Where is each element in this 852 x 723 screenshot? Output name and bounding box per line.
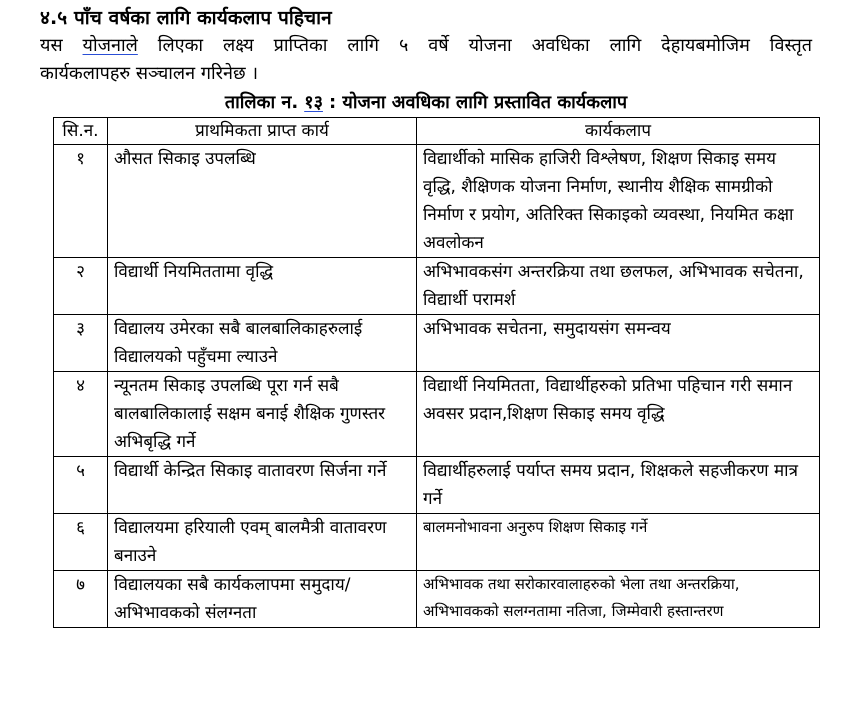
caption-title: : योजना अवधिका लागि प्रस्तावित कार्यकलाप — [328, 92, 628, 113]
intro-word: वर्षे — [428, 35, 449, 56]
row-serial: ४ — [54, 372, 108, 457]
row-activities: विद्यार्थीहरुलाई पर्याप्त समय प्रदान, शिक्षकले सहजीकरण मात्र गर्ने — [417, 457, 820, 514]
table-row — [54, 372, 820, 457]
intro-line-1 — [40, 32, 812, 60]
table-row — [54, 514, 820, 571]
caption-prefix: तालिका न. — [224, 92, 299, 113]
table-row — [54, 258, 820, 315]
table-row — [54, 145, 820, 258]
caption-number: १३ — [304, 92, 323, 113]
table-header-row — [54, 118, 820, 145]
row-priority: औसत सिकाइ उपलब्धि — [108, 145, 417, 258]
table-caption — [0, 90, 852, 114]
intro-word: लिएका — [157, 35, 204, 56]
row-priority: न्यूनतम सिकाइ उपलब्धि पूरा गर्न सबै बालबालिकालाई सक्षम बनाई शैक्षिक गुणस्तर अभिबृद्धि गर्ने — [108, 372, 417, 457]
intro-word: प्राप्तिका — [273, 35, 328, 56]
row-serial: ५ — [54, 457, 108, 514]
activities-table — [53, 117, 820, 628]
intro-word: ५ — [398, 35, 409, 56]
row-priority: विद्यार्थी नियमिततामा वृद्धि — [108, 258, 417, 315]
header-serial: सि.न. — [54, 118, 108, 145]
intro-word: देहायबमोजिम — [661, 35, 750, 56]
intro-paragraph — [40, 32, 812, 88]
row-activities: अभिभावक सचेतना, समुदायसंग समन्वय — [417, 315, 820, 372]
header-activities: कार्यकलाप — [417, 118, 820, 145]
intro-word: विस्तृत — [769, 35, 812, 56]
section-heading: ४.५ पाँच वर्षका लागि कार्यकलाप पहिचान — [40, 7, 332, 29]
row-serial: ७ — [54, 571, 108, 628]
row-activities: अभिभावक तथा सरोकारवालाहरुको भेला तथा अन्तरक्रिया, अभिभावकको सलग्नतामा नतिजा, जिम्मेवारी हस्तान्तरण — [417, 571, 820, 628]
intro-word: लागि — [609, 35, 642, 56]
row-serial: ६ — [54, 514, 108, 571]
row-activities: विद्यार्थीको मासिक हाजिरी विश्लेषण, शिक्षण सिकाइ समय वृद्धि, शैक्षिणक योजना निर्माण, स्थानीय शैक्षिक सामग्रीको निर्माण र प्रयोग, अतिरिक्त सिकाइको व्यवस्था, नियमित कक्षा अवलोकन — [417, 145, 820, 258]
row-activities: अभिभावकसंग अन्तरक्रिया तथा छलफल, अभिभावक सचेतना, विद्यार्थी परामर्श — [417, 258, 820, 315]
table-row — [54, 457, 820, 514]
table-row — [54, 315, 820, 372]
row-serial: २ — [54, 258, 108, 315]
intro-word: अवधिका — [531, 35, 590, 56]
row-serial: ३ — [54, 315, 108, 372]
table-row — [54, 571, 820, 628]
row-activities: बालमनोभावना अनुरुप शिक्षण सिकाइ गर्ने — [417, 514, 820, 571]
intro-word: यस — [40, 35, 63, 56]
row-priority: विद्यालय उमेरका सबै बालबालिकाहरुलाई विद्यालयको पहुँचमा ल्याउने — [108, 315, 417, 372]
row-activities: विद्यार्थी नियमितता, विद्यार्थीहरुको प्रतिभा पहिचान गरी समान अवसर प्रदान,शिक्षण सिकाइ समय वृद्धि — [417, 372, 820, 457]
header-priority: प्राथमिकता प्राप्त कार्य — [108, 118, 417, 145]
intro-word: लक्ष्य — [223, 35, 254, 56]
intro-word: योजनाले — [82, 35, 138, 56]
row-priority: विद्यार्थी केन्द्रित सिकाइ वातावरण सिर्जना गर्ने — [108, 457, 417, 514]
intro-line-2: कार्यकलापहरु सञ्चालन गरिनेछ । — [40, 63, 259, 84]
row-serial: १ — [54, 145, 108, 258]
row-priority: विद्यालयमा हरियाली एवम् बालमैत्री वातावरण बनाउने — [108, 514, 417, 571]
intro-word: लागि — [347, 35, 380, 56]
row-priority: विद्यालयका सबै कार्यकलापमा समुदाय/अभिभावकको संलग्नता — [108, 571, 417, 628]
intro-word: योजना — [468, 35, 512, 56]
